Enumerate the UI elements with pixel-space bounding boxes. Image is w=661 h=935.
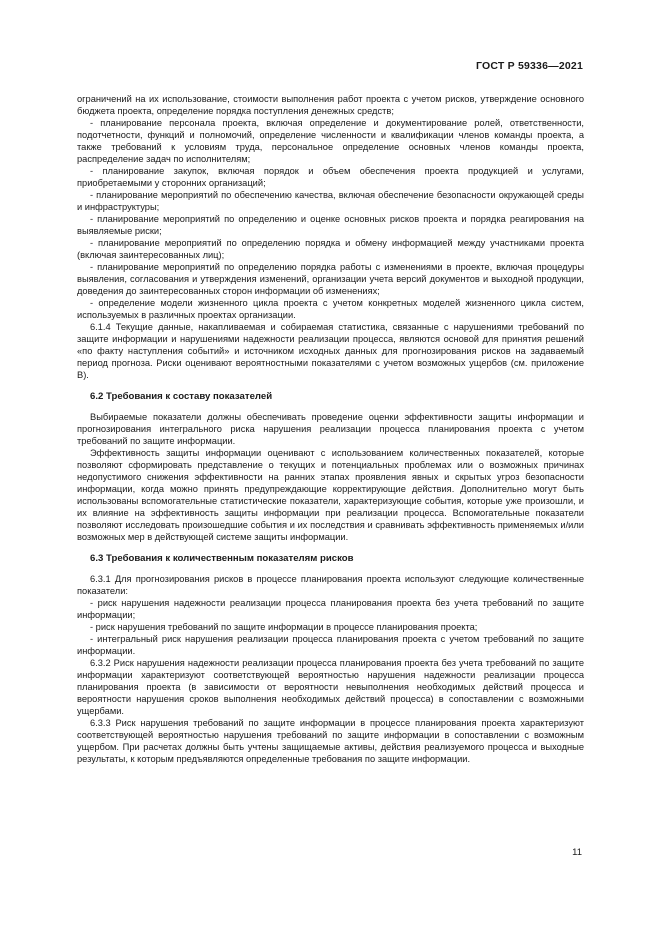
body-paragraph: - риск нарушения надежности реализации процесса планирования проекта без учета требований по защите информации; bbox=[77, 598, 584, 620]
document-body bbox=[77, 93, 584, 765]
section-heading-6-2: 6.2 Требования к составу показателей bbox=[90, 391, 273, 402]
body-paragraph: 6.3.3 Риск нарушения требований по защите информации в процессе планирования проекта характеризуют соответствующей вероятностью нарушения требований по защите информации в сопоставлении с возможным ущербом. При расчетах должны быть учтены защищаемые активы, действия реализуемого процесса и выходные результаты, к которым предъявляются определенные требования по защите информации. bbox=[77, 718, 584, 764]
body-paragraph: 6.3.1 Для прогнозирования рисков в процессе планирования проекта используют следующие количественные показатели: bbox=[77, 574, 584, 596]
body-paragraph: 6.1.4 Текущие данные, накапливаемая и собираемая статистика, связанные с нарушениями требований по защите информации и нарушениями надежности реализации процесса, являются основой для принятия решений «по факту наступления событий» и источником исходных данных для прогнозирования рисков на задаваемый период прогноза. Риски оценивают вероятностными показателями с учетом возможных ущербов (см. приложение В). bbox=[77, 322, 584, 380]
body-paragraph: - риск нарушения требований по защите информации в процессе планирования проекта; bbox=[90, 622, 478, 632]
body-paragraph: - планирование мероприятий по определению порядка работы с изменениями в проекте, включая процедуры выявления, согласования и утверждения изменений, организации учета версий документов и выходной продукции, доведения до заинтересованных сторон информации об изменениях; bbox=[77, 262, 584, 296]
body-paragraph: ограничений на их использование, стоимости выполнения работ проекта с учетом рисков, утверждение основного бюджета проекта, определение порядка поступления денежных средств; bbox=[77, 94, 584, 116]
section-heading-6-3: 6.3 Требования к количественным показателям рисков bbox=[90, 553, 354, 564]
body-paragraph: - определение модели жизненного цикла проекта с учетом конкретных моделей жизненного цикла систем, используемых в различных проектах организации. bbox=[77, 298, 584, 320]
document-standard-id: ГОСТ Р 59336—2021 bbox=[475, 60, 583, 72]
body-paragraph: 6.3.2 Риск нарушения надежности реализации процесса планирования проекта без учета требований по защите информации характеризуют соответствующей вероятностью нарушения надежности реализации процесса планирования проекта (в зависимости от вероятности невыполнения необходимых действий процесса и вероятности нарушения сроков выполнения необходимых действий процесса) в сопоставлении с возможными ущербами. bbox=[77, 658, 584, 716]
body-paragraph: - интегральный риск нарушения реализации процесса планирования проекта с учетом требований по защите информации. bbox=[77, 634, 584, 656]
body-paragraph: - планирование мероприятий по определению порядка и обмену информацией между участниками проекта (включая заинтересованных лиц); bbox=[77, 238, 584, 260]
body-paragraph: - планирование мероприятий по обеспечению качества, включая обеспечение безопасности окружающей среды и инфраструктуры; bbox=[77, 190, 584, 212]
body-paragraph: Выбираемые показатели должны обеспечивать проведение оценки эффективности защиты информации и прогнозирования интегрального риска нарушения реализации процесса планирования проекта с учетом требований по защите информации. bbox=[77, 412, 584, 446]
body-paragraph: - планирование персонала проекта, включая определение и документирование ролей, ответственности, подотчетности, функций и полномочий, определение численности и квалификации членов команды проекта, а также требований к условиям труда, персональное определение основных членов команды проекта, распределение задач по исполнителям; bbox=[77, 118, 584, 164]
body-paragraph: - планирование мероприятий по определению и оценке основных рисков проекта и порядка реагирования на выявляемые риски; bbox=[77, 214, 584, 236]
page-number: 11 bbox=[572, 847, 582, 858]
body-paragraph: - планирование закупок, включая порядок и объем обеспечения проекта продукцией и услугами, приобретаемыми у сторонних организаций; bbox=[77, 166, 584, 188]
body-paragraph: Эффективность защиты информации оценивают с использованием количественных показателей, которые позволяют сформировать представление о текущих и потенциальных проблемах или о возможных причинах недопустимого снижения эффективности на ранних этапах проявления явных и скрытых угроз безопасности информации, когда можно принять предупреждающие корректирующие действия. Дополнительно могут быть использованы вспомогательные статистические показатели, характеризующие события, которые уже произошли, и их влияние на эффективность защиты информации при реализации процесса. Вспомогательные показатели позволяют исследовать произошедшие события и их последствия и сравнивать эффективность применяемых и/или возможных мер в действующей системе защиты информации. bbox=[77, 448, 584, 542]
